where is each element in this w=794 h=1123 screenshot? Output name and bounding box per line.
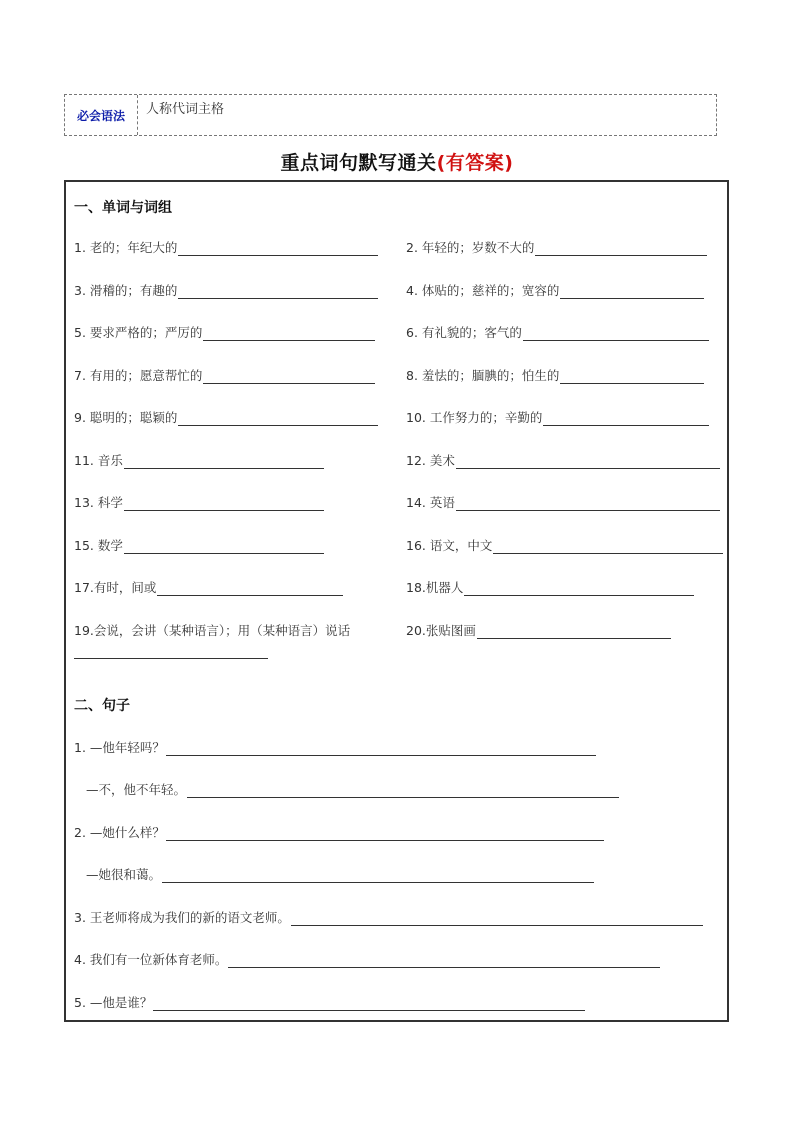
answer-blank[interactable] [456,497,720,511]
answer-blank[interactable] [178,412,378,426]
grammar-box [64,94,717,136]
vocab-item-9 [74,408,378,426]
answer-blank[interactable] [456,455,720,469]
vocab-item-14 [406,493,720,511]
vocab-item-5 [74,323,375,341]
vocab-prompt: 10. 工作努力的；辛勤的 [406,410,543,425]
vocab-prompt: 19.会说，会讲（某种语言）；用（某种语言）说话 [74,623,351,638]
answer-blank[interactable] [166,827,604,841]
vocab-item-10 [406,408,709,426]
sentence-prompt: 3. 王老师将成为我们的新的语文老师。 [74,910,290,925]
exercise-panel [64,180,729,1022]
answer-blank[interactable] [535,242,707,256]
answer-blank[interactable] [178,242,378,256]
sentence-item-2 [74,823,604,841]
answer-blank[interactable] [153,997,585,1011]
vocab-prompt: 9. 聪明的；聪颖的 [74,410,178,425]
section-sentences-title: 二、句子 [74,698,130,714]
vocab-item-13 [74,493,324,511]
vocab-item-6 [406,323,709,341]
sentence-item-4 [74,950,660,968]
vocab-prompt: 8. 羞怯的；腼腆的；怕生的 [406,368,560,383]
answer-blank[interactable] [187,784,619,798]
sentence-prompt: 1. —他年轻吗？ [74,740,165,755]
answer-blank[interactable] [166,742,596,756]
vocab-item-3 [74,281,378,299]
vocab-item-11 [74,451,324,469]
answer-blank[interactable] [203,370,375,384]
sentence-prompt: 2. —她什么样？ [74,825,165,840]
sentence-item-3 [74,908,703,926]
vocab-item-17 [74,578,343,596]
vocab-prompt: 1. 老的；年纪大的 [74,240,178,255]
vocab-prompt: 12. 美术 [406,453,455,468]
grammar-label: 必会语法 [65,95,138,135]
answer-blank[interactable] [228,954,660,968]
vocab-prompt: 13. 科学 [74,495,123,510]
sentence-item-2-answer [86,865,594,883]
sentence-prompt: —不，他不年轻。 [86,782,187,797]
answer-blank[interactable] [124,540,324,554]
vocab-item-12 [406,451,720,469]
answer-blank[interactable] [560,370,704,384]
vocab-prompt: 14. 英语 [406,495,455,510]
vocab-item-20 [406,621,671,639]
answer-blank[interactable] [477,625,671,639]
sentence-prompt: —她很和蔼。 [86,867,162,882]
answer-blank[interactable] [203,327,375,341]
answer-blank[interactable] [523,327,709,341]
answer-blank[interactable] [157,582,343,596]
vocab-prompt: 20.张贴图画 [406,623,476,638]
answer-blank[interactable] [493,540,723,554]
vocab-item-2 [406,238,707,256]
sentence-prompt: 4. 我们有一位新体育老师。 [74,952,228,967]
sentence-item-1-answer [86,780,619,798]
vocab-prompt: 16. 语文，中文 [406,538,493,553]
vocab-item-15 [74,536,324,554]
answer-blank[interactable] [560,285,704,299]
vocab-prompt: 6. 有礼貌的；客气的 [406,325,522,340]
section-vocabulary-title: 一、单词与词组 [74,200,172,216]
sentence-prompt: 5. —他是谁？ [74,995,153,1010]
vocab-prompt: 17.有时，间或 [74,580,157,595]
vocab-prompt: 2. 年轻的；岁数不大的 [406,240,535,255]
vocab-item-19 [74,621,350,639]
vocab-prompt: 5. 要求严格的；严厉的 [74,325,203,340]
vocab-prompt: 11. 音乐 [74,453,123,468]
vocab-item-18 [406,578,694,596]
vocab-item-16 [406,536,723,554]
vocab-prompt: 18.机器人 [406,580,464,595]
page-title [0,148,794,175]
answer-blank[interactable] [74,658,268,659]
title-main: 重点词句默写通关 [280,152,437,174]
vocab-item-1 [74,238,378,256]
vocab-prompt: 3. 滑稽的；有趣的 [74,283,178,298]
vocab-item-4 [406,281,704,299]
answer-blank[interactable] [178,285,378,299]
answer-blank[interactable] [124,497,324,511]
vocab-prompt: 15. 数学 [74,538,123,553]
vocab-prompt: 4. 体贴的；慈祥的；宽容的 [406,283,560,298]
sentence-item-5 [74,993,585,1011]
vocab-item-8 [406,366,704,384]
answer-blank[interactable] [464,582,694,596]
grammar-content: 人称代词主格 [146,102,225,117]
vocab-prompt: 7. 有用的；愿意帮忙的 [74,368,203,383]
vocab-item-7 [74,366,375,384]
answer-blank[interactable] [291,912,703,926]
sentence-item-1 [74,738,596,756]
answer-blank[interactable] [162,869,594,883]
answer-blank[interactable] [543,412,709,426]
title-answer-note: (有答案) [436,152,514,174]
answer-blank[interactable] [124,455,324,469]
